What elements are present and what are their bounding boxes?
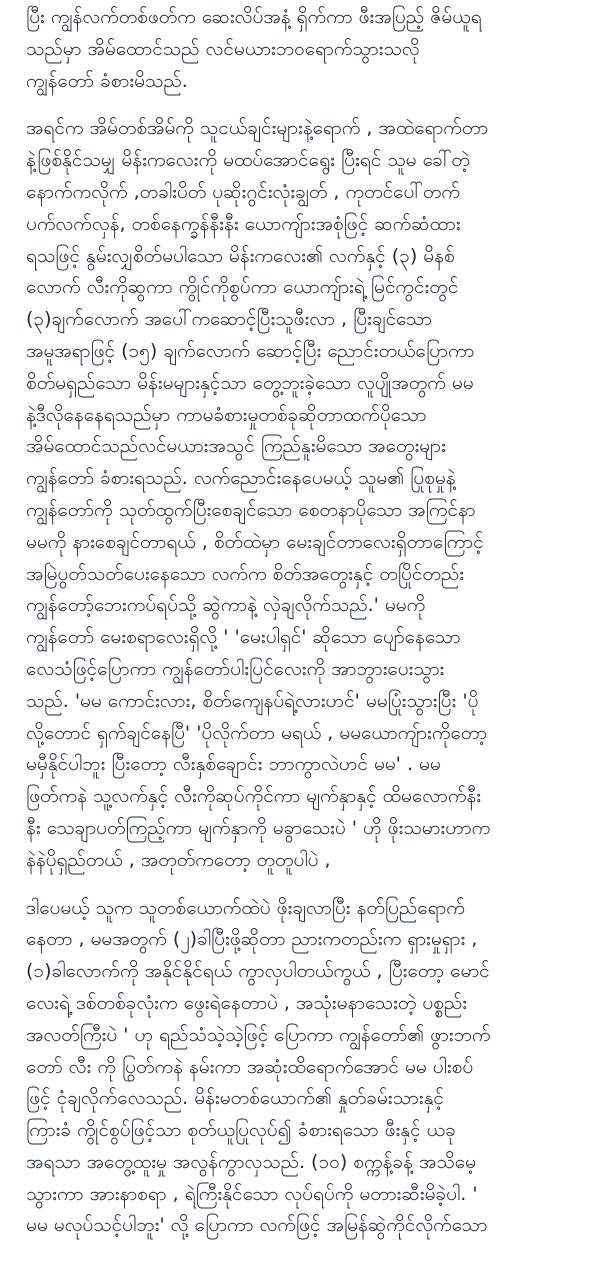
story-text — [26, 2, 585, 1242]
text-line: မမကို နားစေချင်တာရယ် , စိတ်ထဲမှာ မေးချင်တာလေးရှိတာကြောင့် — [26, 530, 484, 553]
text-line: သည်. 'မမ ကောင်းလား, စိတ်ကျေနပ်ရဲ့လားဟင်' မမပြုံးသွားပြီး 'ပို — [26, 689, 479, 712]
text-line: ကျွန်တော် ခံစားရသည်. လက်ညောင်းနေပေမယ့် သူမ၏ ပြုစုမှုနဲ့ — [26, 467, 456, 490]
text-line: လေးရဲ့ ဒစ်တစ်ခုလုံးက ဖွေးရဲနေတာပဲ , အသုံးမနာသေးတဲ့ ပစ္စည်း — [26, 991, 468, 1014]
text-line: အိမ်ထောင်သည်လင်မယားအသွင် ကြည်နူးမိသော အတွေးများ — [26, 435, 446, 458]
text-line: လို့တောင် ရှက်ချင်နေပြီ' 'ပိုလိုက်တာ မရယ် , မမယောကျ်ားကိုတော့ — [26, 721, 488, 744]
paragraph — [26, 893, 585, 1243]
text-line: လေသံဖြင့်ပြောကာ ကျွန်တော်ပါးပြင်လေးကို အာဘွားပေးသွား — [26, 657, 445, 680]
text-line: တော် လီး ကို ပြွတ်ကနဲ နမ်းကာ အဆုံးထိရောက်အောင် မမ ပါးစပ် — [26, 1055, 474, 1078]
text-line: ပြီး ကျွန်လက်တစ်ဖတ်က ဆေးလိပ်အနံ့ ရှိက်ကာ ဖီးအပြည့် ဇိမ်ယူရ — [26, 6, 482, 28]
text-line: သည်မှာ အိမ်ထောင်သည် လင်မယားဘဝရောက်သွားသလို — [26, 37, 420, 60]
text-line: ဖြင့် ငုံချလိုက်လေသည်. မိန်းမတစ်ယောက်၏ နှုတ်ခမ်းသားနှင့် — [26, 1087, 444, 1110]
text-line: ဒါပေမယ့် သူက သူတစ်ယောက်ထဲပဲ ဖိုးချလာပြီး နတ်ပြည်ရောက် — [26, 896, 465, 919]
text-line: ကျွန်တော် ခံစားမိသည်. — [26, 69, 188, 92]
text-line: အမူအရာဖြင့် (၁၅) ချက်လောက် ဆောင့်ပြီး ညောင်းတယ်ပြောကာ — [26, 339, 475, 362]
text-line: နေတာ , မမအတွက် (၂)ခါပြီးဖို့ဆိုတာ ညားကတည်းက ရှားမှုရှား , — [26, 928, 478, 951]
text-line: နဲ့ဒီလိုနေနေရသည်မှာ ကာမခံစားမှုတစ်ခုဆိုတာထက်ပိုသော — [26, 403, 427, 426]
text-line: အရင်က အိမ်တစ်အိမ်ကို သူငယ်ချင်းများနဲ့ရောက် , အထဲရောက်တာ — [26, 117, 489, 140]
text-line: ဖြတ်ကနဲ သူ့လက်နှင့် လီးကိုဆုပ်ကိုင်ကာ မျက်နှာနှင့် ထိမလောက်နီး — [26, 785, 482, 808]
text-line: အလတ်ကြီးပဲ ' ဟု ရည်သံသဲ့သဲ့ဖြင့် ပြောကာ ကျွန်တော်၏ ဖွားဘက် — [26, 1023, 491, 1046]
paragraph — [26, 113, 585, 876]
text-line: ရသဖြင့် နွမ်းလျှစိတ်မပါသော မိန်းကလေး၏ လက်နှင့် (၃) မိနစ် — [26, 244, 455, 267]
text-line: နောက်ကလိုက် ,တခါးပိတ် ပုဆိုးဂွင်းလုံးချွတ် , ကုတင်ပေါ်တက် — [26, 180, 460, 203]
text-line: (၃)ချက်လောက် အပေါ်ကဆောင့်ပြီးသူဖီးလာ , ပြီးချင်သော — [26, 308, 432, 331]
text-line: ကျွန်တော်ကို သုတ်ထွက်ပြီးစေချင်သော စေတနာပိုသော အကြင်နာ — [26, 498, 476, 521]
text-line: နဲ့ဖြစ်နိုင်သမျှ မိန်းကလေးကို မထပ်အောင်ရွေး ပြီးရင် သူမ ခေါ်တဲ့ — [26, 149, 470, 172]
text-line: မမှီနိုင်ပါဘူး ပြီးတော့ လီးနှစ်ချောင်း ဘာကွာလဲဟင် မမ' . မမ — [26, 753, 441, 776]
text-line: အရသာ အတွေ့ထူးမှု အလွန်ကွာလှသည်. (၁၀) စက္ကန့်ခန့် အသိမေ့ — [26, 1150, 476, 1173]
text-line: လောက် လီးကိုဆွကာ ကွိုင်ကိုစွပ်ကာ ယောကျ်ားရဲ့ မြင်ကွင်းတွင် — [26, 276, 459, 299]
text-line: စိတ်မရှည်သော မိန်းမများနှင့်သာ တွေ့ဘူးခဲ့သော လူပျိုအတွက် မမ — [26, 371, 474, 394]
text-line: ပက်လက်လှန်, တစ်နေက္ခန်နီးနီး ယောကျ်ားအစုံဖြင့် ဆက်ဆံထား — [26, 212, 461, 235]
text-line: (၁)ခါလောက်ကို အနိုင်နိုင်ရယ် ကွာလှပါတယ်ကွယ် , ပြီးတော့ မောင် — [26, 960, 490, 983]
text-line: နီး သေချာပတ်ကြည့်ကာ မျက်နှာကို မခွာသေးပဲ ' ဟို ဖိုးသမားဟာက — [26, 816, 491, 839]
paragraph — [26, 2, 585, 97]
text-line: ကြားခံ ကွိုင်စွပ်ဖြင့်သာ စုတ်ယူပြုလုပ်၍ ခံစားရသော ဖီးနှင့် ယခု — [26, 1119, 456, 1142]
text-line: ကျွန်တော် မေးစရာလေးရှိလို့ ' 'မေးပါရှင်' ဆိုသော ပျော်နေသော — [26, 626, 461, 649]
text-line: သွားကာ အားနာစရာ , ရဲကြီးနိုင်သော လုပ်ရပ်ကို မတားဆီးမိခဲ့ပါ. ' — [26, 1182, 478, 1205]
text-line: မမ မလုပ်သင့်ပါဘူး' လို့ ပြောကာ လက်ဖြင့် အမြန်ဆွဲကိုင်လိုက်သော — [26, 1214, 488, 1237]
text-line: ကျွန်တော့်ဘေးကပ်ရပ်သို့ ဆွဲကာနဲ့ လှဲချလိုက်သည်.' မမကို — [26, 594, 426, 617]
text-line: နဲနဲပိုရှည်တယ် , အတုတ်ကတော့ တူတူပါပဲ , — [26, 848, 331, 871]
text-line: အမြဲပွတ်သတ်ပေးနေသော လက်က စိတ်အတွေးနှင့် တပြိုင်တည်း — [26, 562, 465, 585]
